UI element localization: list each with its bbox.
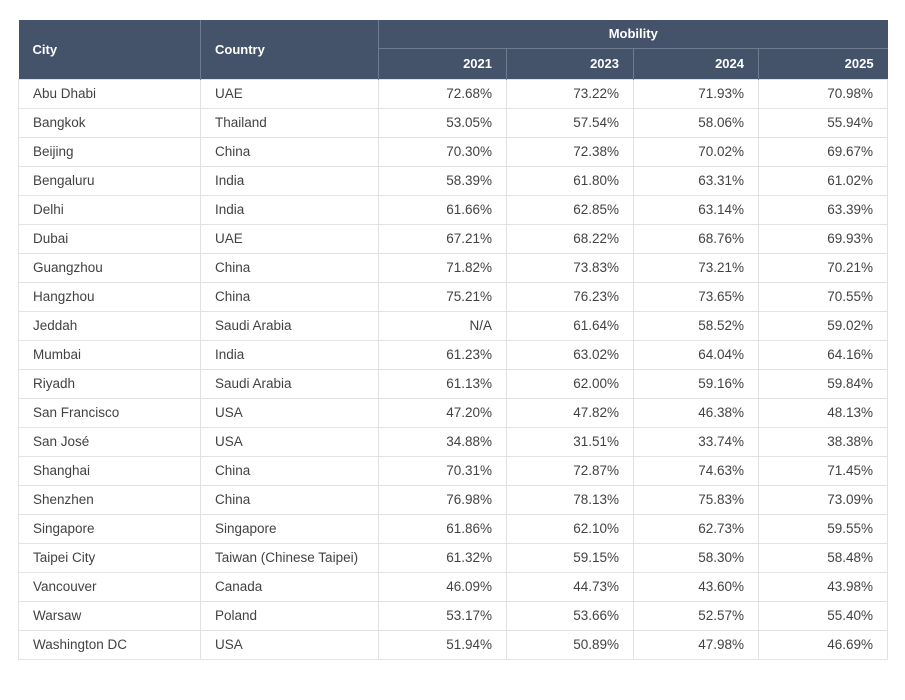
value-cell: 68.76%: [634, 224, 759, 253]
table-header: [19, 20, 888, 79]
value-cell: 72.87%: [507, 456, 634, 485]
table-row: [19, 282, 888, 311]
country-cell: China: [201, 253, 379, 282]
value-cell: 48.13%: [759, 398, 888, 427]
table-row: [19, 195, 888, 224]
table-row: [19, 253, 888, 282]
table-row: [19, 572, 888, 601]
value-cell: 47.82%: [507, 398, 634, 427]
city-cell: Singapore: [19, 514, 201, 543]
country-cell: India: [201, 195, 379, 224]
city-cell: Hangzhou: [19, 282, 201, 311]
column-header-country: Country: [201, 20, 379, 79]
table-row: [19, 166, 888, 195]
value-cell: 59.16%: [634, 369, 759, 398]
column-header-year-2023: 2023: [507, 48, 634, 79]
value-cell: 70.31%: [379, 456, 507, 485]
value-cell: 58.39%: [379, 166, 507, 195]
value-cell: 58.48%: [759, 543, 888, 572]
table-row: [19, 514, 888, 543]
value-cell: 63.31%: [634, 166, 759, 195]
country-cell: USA: [201, 630, 379, 659]
table-row: [19, 630, 888, 659]
value-cell: 63.14%: [634, 195, 759, 224]
value-cell: 46.09%: [379, 572, 507, 601]
value-cell: 61.86%: [379, 514, 507, 543]
country-cell: Saudi Arabia: [201, 311, 379, 340]
column-group-mobility: Mobility: [379, 20, 888, 48]
value-cell: 47.98%: [634, 630, 759, 659]
country-cell: USA: [201, 427, 379, 456]
value-cell: N/A: [379, 311, 507, 340]
value-cell: 61.02%: [759, 166, 888, 195]
value-cell: 58.06%: [634, 108, 759, 137]
value-cell: 76.23%: [507, 282, 634, 311]
value-cell: 61.66%: [379, 195, 507, 224]
value-cell: 62.10%: [507, 514, 634, 543]
value-cell: 76.98%: [379, 485, 507, 514]
value-cell: 62.00%: [507, 369, 634, 398]
value-cell: 75.83%: [634, 485, 759, 514]
value-cell: 46.69%: [759, 630, 888, 659]
value-cell: 71.82%: [379, 253, 507, 282]
value-cell: 74.63%: [634, 456, 759, 485]
value-cell: 58.52%: [634, 311, 759, 340]
value-cell: 73.83%: [507, 253, 634, 282]
country-cell: China: [201, 485, 379, 514]
value-cell: 67.21%: [379, 224, 507, 253]
table-row: [19, 224, 888, 253]
table-row: [19, 485, 888, 514]
country-cell: India: [201, 340, 379, 369]
value-cell: 63.39%: [759, 195, 888, 224]
table-row: [19, 398, 888, 427]
value-cell: 53.66%: [507, 601, 634, 630]
value-cell: 33.74%: [634, 427, 759, 456]
mobility-table: [18, 20, 888, 660]
city-cell: San Francisco: [19, 398, 201, 427]
value-cell: 68.22%: [507, 224, 634, 253]
value-cell: 58.30%: [634, 543, 759, 572]
value-cell: 73.65%: [634, 282, 759, 311]
value-cell: 46.38%: [634, 398, 759, 427]
value-cell: 69.67%: [759, 137, 888, 166]
value-cell: 73.09%: [759, 485, 888, 514]
value-cell: 55.94%: [759, 108, 888, 137]
city-cell: Taipei City: [19, 543, 201, 572]
country-cell: China: [201, 282, 379, 311]
value-cell: 72.38%: [507, 137, 634, 166]
value-cell: 70.55%: [759, 282, 888, 311]
table-row: [19, 601, 888, 630]
table-body: [19, 79, 888, 659]
city-cell: San José: [19, 427, 201, 456]
value-cell: 57.54%: [507, 108, 634, 137]
value-cell: 61.80%: [507, 166, 634, 195]
city-cell: Abu Dhabi: [19, 79, 201, 108]
city-cell: Bangkok: [19, 108, 201, 137]
value-cell: 62.85%: [507, 195, 634, 224]
value-cell: 50.89%: [507, 630, 634, 659]
column-header-year-2021: 2021: [379, 48, 507, 79]
value-cell: 53.05%: [379, 108, 507, 137]
city-cell: Bengaluru: [19, 166, 201, 195]
table-row: [19, 79, 888, 108]
value-cell: 61.64%: [507, 311, 634, 340]
value-cell: 34.88%: [379, 427, 507, 456]
value-cell: 69.93%: [759, 224, 888, 253]
country-cell: India: [201, 166, 379, 195]
country-cell: Canada: [201, 572, 379, 601]
table-row: [19, 543, 888, 572]
value-cell: 70.30%: [379, 137, 507, 166]
city-cell: Dubai: [19, 224, 201, 253]
table-row: [19, 137, 888, 166]
table-row: [19, 340, 888, 369]
value-cell: 73.22%: [507, 79, 634, 108]
value-cell: 59.02%: [759, 311, 888, 340]
column-header-city: City: [19, 20, 201, 79]
value-cell: 64.16%: [759, 340, 888, 369]
value-cell: 72.68%: [379, 79, 507, 108]
column-header-year-2024: 2024: [634, 48, 759, 79]
column-header-year-2025: 2025: [759, 48, 888, 79]
city-cell: Vancouver: [19, 572, 201, 601]
value-cell: 55.40%: [759, 601, 888, 630]
country-cell: China: [201, 137, 379, 166]
value-cell: 70.98%: [759, 79, 888, 108]
value-cell: 43.60%: [634, 572, 759, 601]
country-cell: Thailand: [201, 108, 379, 137]
value-cell: 43.98%: [759, 572, 888, 601]
value-cell: 70.21%: [759, 253, 888, 282]
city-cell: Mumbai: [19, 340, 201, 369]
city-cell: Warsaw: [19, 601, 201, 630]
value-cell: 47.20%: [379, 398, 507, 427]
country-cell: Taiwan (Chinese Taipei): [201, 543, 379, 572]
value-cell: 78.13%: [507, 485, 634, 514]
country-cell: China: [201, 456, 379, 485]
table-row: [19, 369, 888, 398]
city-cell: Washington DC: [19, 630, 201, 659]
value-cell: 38.38%: [759, 427, 888, 456]
city-cell: Shenzhen: [19, 485, 201, 514]
city-cell: Jeddah: [19, 311, 201, 340]
country-cell: UAE: [201, 79, 379, 108]
value-cell: 63.02%: [507, 340, 634, 369]
country-cell: Poland: [201, 601, 379, 630]
group-header-row: [19, 20, 888, 48]
value-cell: 59.84%: [759, 369, 888, 398]
value-cell: 59.15%: [507, 543, 634, 572]
city-cell: Delhi: [19, 195, 201, 224]
value-cell: 61.13%: [379, 369, 507, 398]
value-cell: 52.57%: [634, 601, 759, 630]
value-cell: 75.21%: [379, 282, 507, 311]
value-cell: 71.93%: [634, 79, 759, 108]
value-cell: 44.73%: [507, 572, 634, 601]
value-cell: 64.04%: [634, 340, 759, 369]
value-cell: 62.73%: [634, 514, 759, 543]
city-cell: Guangzhou: [19, 253, 201, 282]
value-cell: 71.45%: [759, 456, 888, 485]
value-cell: 31.51%: [507, 427, 634, 456]
table-row: [19, 427, 888, 456]
value-cell: 53.17%: [379, 601, 507, 630]
value-cell: 59.55%: [759, 514, 888, 543]
country-cell: Saudi Arabia: [201, 369, 379, 398]
city-cell: Beijing: [19, 137, 201, 166]
country-cell: UAE: [201, 224, 379, 253]
city-cell: Riyadh: [19, 369, 201, 398]
value-cell: 51.94%: [379, 630, 507, 659]
value-cell: 61.23%: [379, 340, 507, 369]
value-cell: 73.21%: [634, 253, 759, 282]
value-cell: 61.32%: [379, 543, 507, 572]
country-cell: USA: [201, 398, 379, 427]
country-cell: Singapore: [201, 514, 379, 543]
table-row: [19, 456, 888, 485]
table-row: [19, 108, 888, 137]
value-cell: 70.02%: [634, 137, 759, 166]
table-row: [19, 311, 888, 340]
city-cell: Shanghai: [19, 456, 201, 485]
